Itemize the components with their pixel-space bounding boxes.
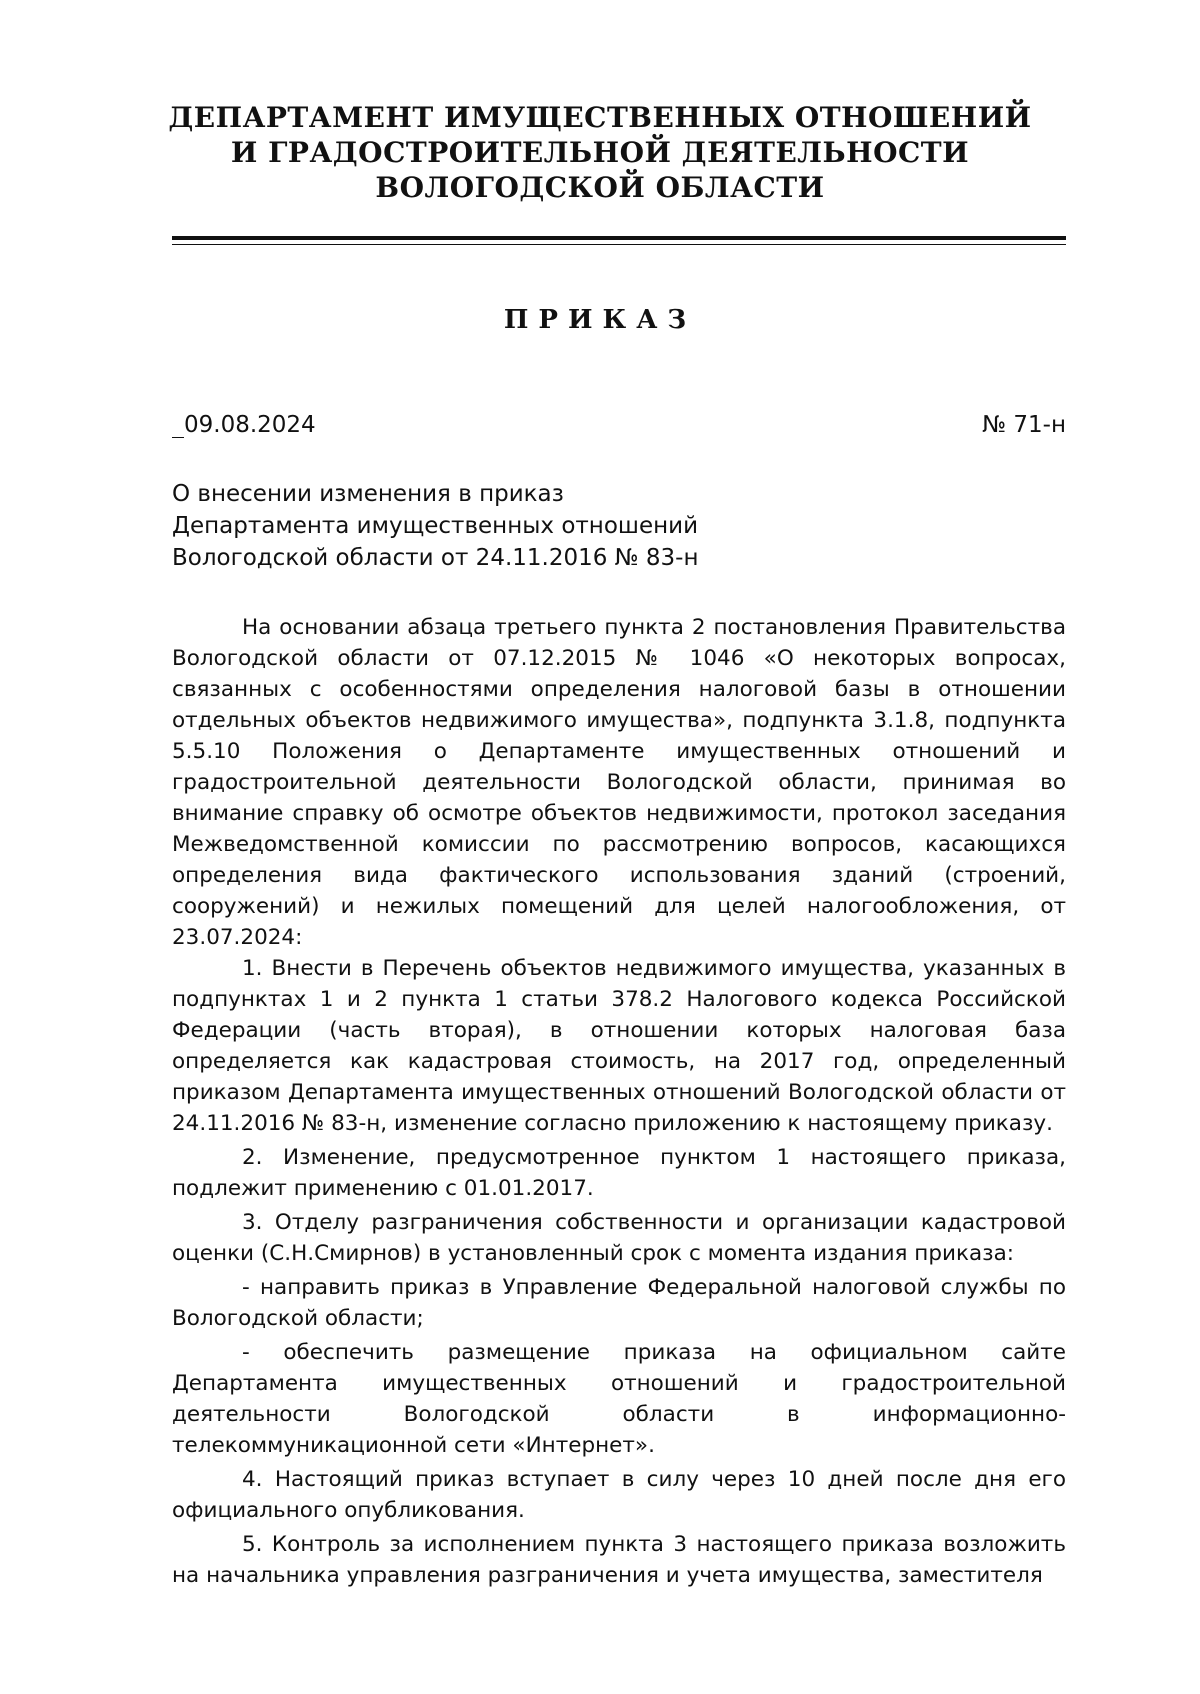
clause-4: 4. Настоящий приказ вступает в силу через 10 дней после дня его официального опубликования. xyxy=(172,1467,1066,1523)
order-number: № 71-н xyxy=(982,412,1066,438)
clause-2: 2. Изменение, предусмотренное пунктом 1 настоящего приказа, подлежит применению с 01.01.2017. xyxy=(172,1145,1066,1201)
subject-line-3: Вологодской области от 24.11.2016 № 83-н xyxy=(172,545,699,571)
order-body xyxy=(172,612,1066,1591)
header-line-1: ДЕПАРТАМЕНТ ИМУЩЕСТВЕННЫХ ОТНОШЕНИЙ xyxy=(168,101,1032,134)
subject-line-2: Департамента имущественных отношений xyxy=(172,513,699,539)
subject-line-1: О внесении изменения в приказ xyxy=(172,481,564,507)
header-line-2: И ГРАДОСТРОИТЕЛЬНОЙ ДЕЯТЕЛЬНОСТИ xyxy=(230,136,970,169)
order-date-value: 09.08.2024 xyxy=(184,412,316,438)
clause-1: 1. Внести в Перечень объектов недвижимого имущества, указанных в подпунктах 1 и 2 пункта 1 статьи 378.2 Налогового кодекса Российской Федерации (часть вторая), в отношении которых налоговая база определяется как кадастровая стоимость, на 2017 год, определенный приказом Департамента имущественных отношений Вологодской области от 24.11.2016 № 83-н, изменение согласно приложению к настоящему приказу. xyxy=(172,956,1066,1136)
department-header xyxy=(160,100,1040,205)
preamble-paragraph: На основании абзаца третьего пункта 2 постановления Правительства Вологодской области от 07.12.2015 № 1046 «О некоторых вопросах, связанных с особенностями определения налоговой базы в отношении отдельных объектов недвижимого имущества», подпункта 3.1.8, подпункта 5.5.10 Положения о Департаменте имущественных отношений и градостроительной деятельности Вологодской области, принимая во внимание справку об осмотре объектов недвижимости, протокол заседания Межведомственной комиссии по рассмотрению вопросов, касающихся определения вида фактического использования зданий (строений, сооружений) и нежилых помещений для целей налогообложения, от 23.07.2024: xyxy=(172,615,1066,950)
clause-3-item-1: - направить приказ в Управление Федеральной налоговой службы по Вологодской области; xyxy=(172,1275,1066,1331)
header-line-3: ВОЛОГОДСКОЙ ОБЛАСТИ xyxy=(375,171,825,204)
clause-5: 5. Контроль за исполнением пункта 3 настоящего приказа возложить на начальника управления разграничения и учета имущества, заместителя xyxy=(172,1532,1066,1588)
document-title: ПРИКАЗ xyxy=(503,305,697,335)
order-subject xyxy=(172,478,699,574)
order-date xyxy=(172,412,316,438)
header-divider xyxy=(172,236,1066,245)
clause-3-item-2: - обеспечить размещение приказа на официальном сайте Департамента имущественных отношений и градостроительной деятельности Вологодской области в информационно-телекоммуникационной сети «Интернет». xyxy=(172,1340,1066,1458)
clause-3: 3. Отделу разграничения собственности и организации кадастровой оценки (С.Н.Смирнов) в установленный срок с момента издания приказа: xyxy=(172,1210,1066,1266)
